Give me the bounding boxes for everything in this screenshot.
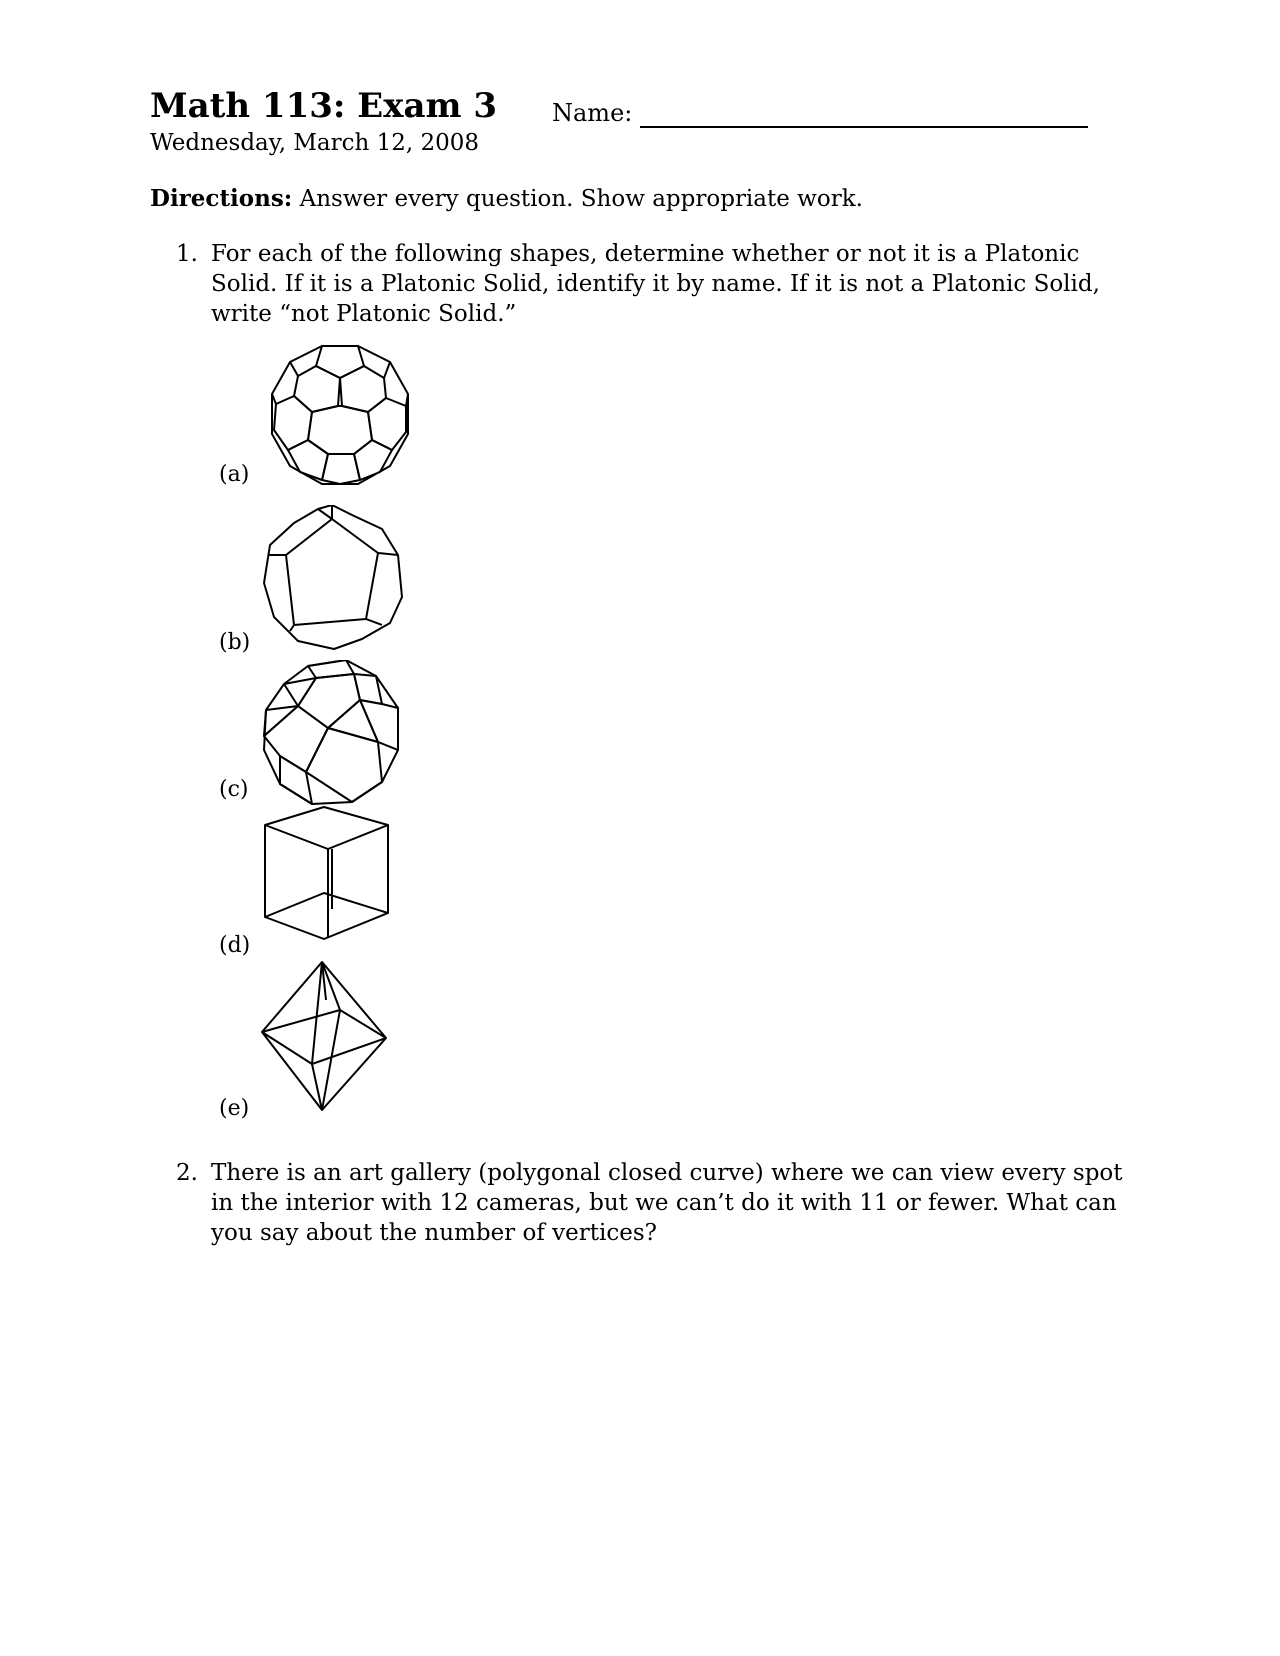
directions [150, 184, 863, 214]
figure-a-label: (a) [219, 462, 250, 487]
exam-date: Wednesday, March 12, 2008 [150, 130, 480, 156]
name-label: Name: [552, 99, 633, 127]
exam-title: Math 113: Exam 3 [150, 86, 497, 126]
figure-c-label: (c) [219, 777, 249, 802]
octahedron-icon [260, 960, 405, 1120]
name-field[interactable] [552, 98, 1088, 128]
truncated-icosahedron-icon [260, 342, 420, 492]
icosidodecahedron-icon [258, 660, 418, 810]
question-1-text: For each of the following shapes, determine whether or not it is a Platonic Solid. If it is a Platonic Solid, identify it by name. If it is not a Platonic Solid, write “not Platonic Solid.” [211, 241, 1100, 327]
directions-text: Answer every question. Show appropriate work. [299, 186, 863, 212]
figure-e-label: (e) [219, 1096, 250, 1121]
dodecahedron-like-icon [258, 505, 418, 655]
name-blank-line[interactable] [640, 102, 1088, 128]
question-2-text: There is an art gallery (polygonal closed curve) where we can view every spot in the interior with 12 cameras, but we can’t do it with 11 or fewer. What can you say about the number of vertices? [211, 1160, 1123, 1246]
cube-icon [262, 805, 407, 955]
directions-label: Directions: [150, 185, 293, 212]
figure-b-label: (b) [219, 630, 251, 655]
question-2-number: 2. [176, 1160, 198, 1186]
question-1-number: 1. [176, 241, 198, 267]
figure-d-label: (d) [219, 933, 251, 958]
